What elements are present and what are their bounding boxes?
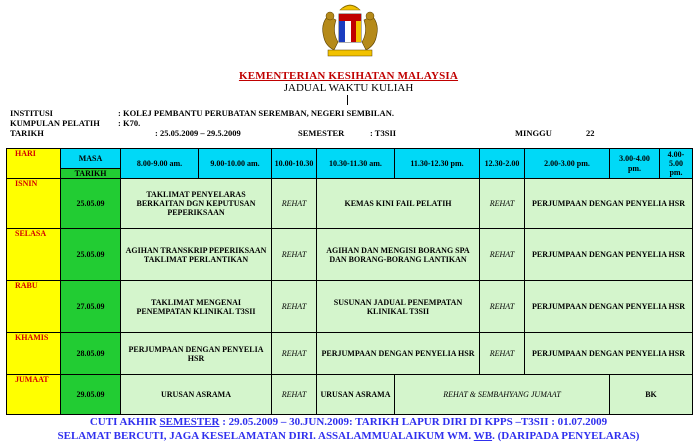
timetable: [6, 148, 693, 415]
activity-cell: AGIHAN DAN MENGISI BORANG SPA DAN BORANG-BORANG LANTIKAN: [317, 229, 480, 281]
table-row: [7, 281, 693, 333]
footer-line-1: [0, 416, 697, 428]
rehat-cell: REHAT: [480, 281, 525, 333]
footer-text: WB: [473, 430, 493, 442]
day-cell: RABU: [7, 281, 61, 333]
slot-header: 11.30-12.30 pm.: [395, 149, 480, 179]
date-cell: 25.05.09: [61, 179, 121, 229]
activity-cell: TAKLIMAT PENYELARAS BERKAITAN DGN KEPUTUSAN PEPERIKSAAN: [121, 179, 272, 229]
day-cell: KHAMIS: [7, 333, 61, 375]
date-cell: 29.05.09: [61, 375, 121, 415]
date-cell: 27.05.09: [61, 281, 121, 333]
activity-cell: PERJUMPAAN DENGAN PENYELIA HSR: [525, 229, 693, 281]
slot-header: 3.00-4.00 pm.: [610, 149, 660, 179]
activity-cell: URUSAN ASRAMA: [121, 375, 272, 415]
day-cell: SELASA: [7, 229, 61, 281]
kumpulan-label: KUMPULAN PELATIH: [10, 118, 100, 128]
header-row-1: [7, 149, 693, 169]
table-row: [7, 333, 693, 375]
footer-text: SELAMAT BERCUTI, JAGA KESELAMATAN DIRI. ASSALAMMUALAIKUM WM.: [57, 430, 474, 442]
slot-header: 10.00-10.30: [272, 149, 317, 179]
rehat-cell: REHAT: [272, 375, 317, 415]
activity-cell: SUSUNAN JADUAL PENEMPATAN KLINIKAL T3SII: [317, 281, 480, 333]
activity-cell: PERJUMPAAN DENGAN PENYELIA HSR: [525, 333, 693, 375]
activity-cell: AGIHAN TRANSKRIP PEPERIKSAAN TAKLIMAT PERLANTIKAN: [121, 229, 272, 281]
bk-cell: BK: [610, 375, 693, 415]
tarikh-label: TARIKH: [10, 128, 44, 138]
rehat-cell: REHAT: [480, 333, 525, 375]
activity-cell: PERJUMPAAN DENGAN PENYELIA HSR: [525, 179, 693, 229]
page-title: JADUAL WAKTU KULIAH: [283, 82, 414, 94]
footer-line-2: [0, 430, 697, 442]
ministry-title: KEMENTERIAN KESIHATAN MALAYSIA: [238, 70, 459, 82]
rehat-cell: REHAT: [272, 333, 317, 375]
rehat-cell: REHAT: [272, 281, 317, 333]
activity-cell: PERJUMPAAN DENGAN PENYELIA HSR: [525, 281, 693, 333]
rehat-jumaat-cell: REHAT & SEMBAHYANG JUMAAT: [395, 375, 610, 415]
slot-header: 4.00-5.00 pm.: [660, 149, 693, 179]
activity-cell: URUSAN ASRAMA: [317, 375, 395, 415]
table-row: [7, 229, 693, 281]
day-cell: JUMAAT: [7, 375, 61, 415]
activity-cell: PERJUMPAAN DENGAN PENYELIA HSR: [121, 333, 272, 375]
day-cell: ISNIN: [7, 179, 61, 229]
semester-value: : T3SII: [370, 128, 397, 138]
tarikh-header: TARIKH: [61, 169, 121, 179]
table-row: [7, 179, 693, 229]
rehat-cell: REHAT: [480, 179, 525, 229]
masa-header: MASA: [61, 149, 121, 169]
slot-header: 8.00-9.00 am.: [121, 149, 199, 179]
slot-header: 10.30-11.30 am.: [317, 149, 395, 179]
table-row: [7, 375, 693, 415]
hari-header: HARI: [7, 149, 61, 179]
footer-text: SEMESTER: [159, 416, 220, 428]
kumpulan-value: : K70.: [118, 118, 141, 128]
semester-label: SEMESTER: [298, 128, 345, 138]
coat-of-arms-icon: [310, 2, 390, 62]
footer-text: CUTI AKHIR: [89, 416, 160, 428]
rehat-cell: REHAT: [272, 179, 317, 229]
activity-cell: PERJUMPAAN DENGAN PENYELIA HSR: [317, 333, 480, 375]
slot-header: 2.00-3.00 pm.: [525, 149, 610, 179]
rehat-cell: REHAT: [272, 229, 317, 281]
text-cursor: [347, 95, 348, 105]
slot-header: 9.00-10.00 am.: [199, 149, 272, 179]
tarikh-value: : 25.05.2009 – 29.5.2009: [155, 128, 241, 138]
slot-header: 12.30-2.00: [480, 149, 525, 179]
date-cell: 28.05.09: [61, 333, 121, 375]
rehat-cell: REHAT: [480, 229, 525, 281]
minggu-value: 22: [586, 128, 595, 138]
institusi-value: : KOLEJ PEMBANTU PERUBATAN SEREMBAN, NEGERI SEMBILAN.: [118, 108, 394, 118]
activity-cell: TAKLIMAT MENGENAI PENEMPATAN KLINIKAL T3SII: [121, 281, 272, 333]
date-cell: 25.05.09: [61, 229, 121, 281]
institusi-label: INSTITUSI: [10, 108, 53, 118]
footer-text: : 29.05.2009 – 30.JUN.2009: TARIKH LAPUR DIRI DI KPPS –T3SII : 01.07.2009: [219, 416, 608, 428]
activity-cell: KEMAS KINI FAIL PELATIH: [317, 179, 480, 229]
minggu-label: MINGGU: [515, 128, 552, 138]
footer-text: . (DARIPADA PENYELARAS): [492, 430, 640, 442]
